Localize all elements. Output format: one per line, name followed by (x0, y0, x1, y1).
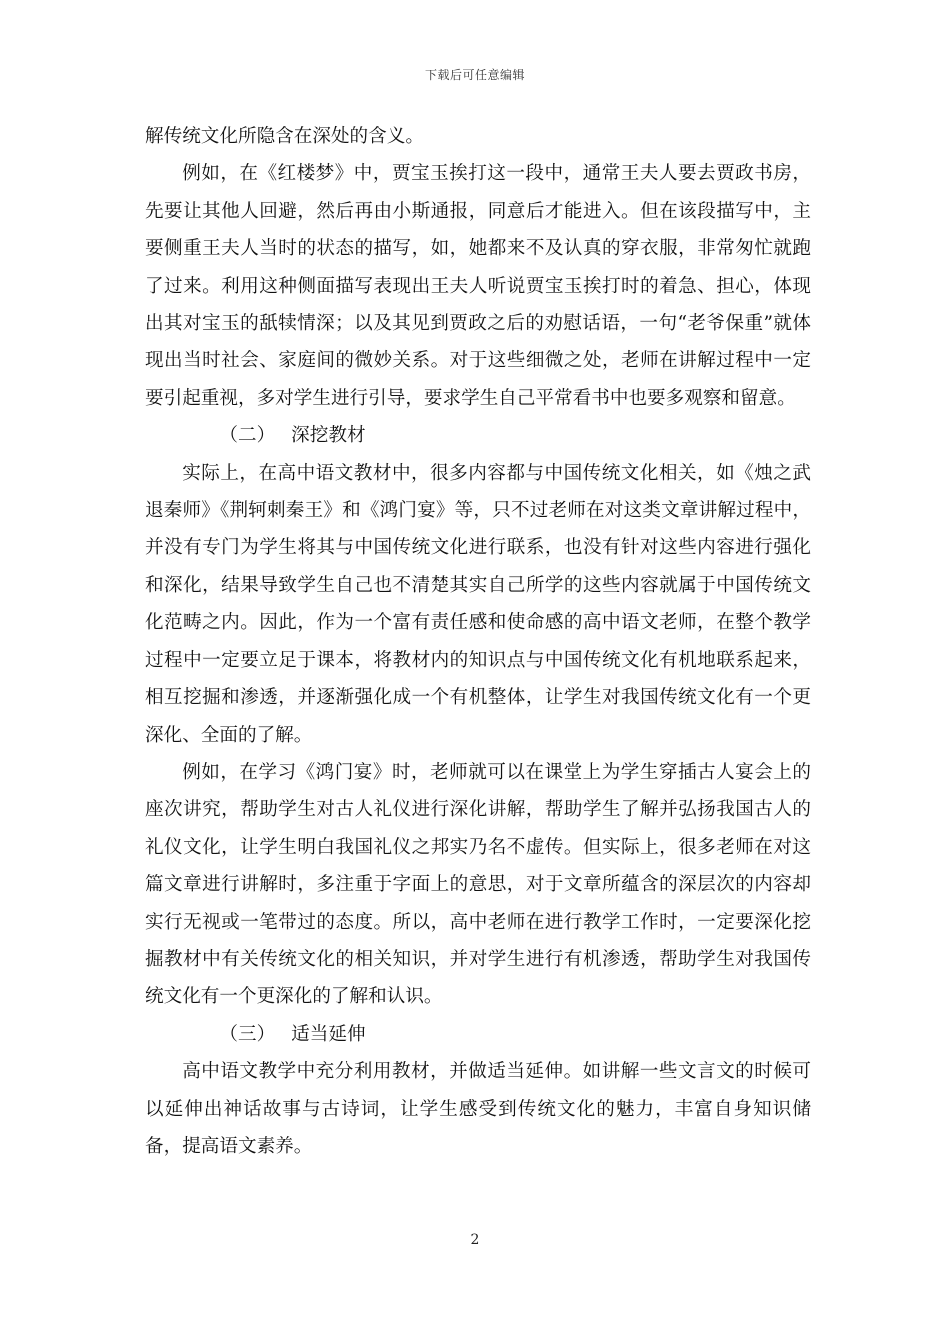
paragraph-hongloumeng-example: 例如，在《红楼梦》中，贾宝玉挨打这一段中，通常王夫人要去贾政书房，先要让其他人回避，然后再由小斯通报，同意后才能进入。但在该段描写中，主要侧重王夫人当时的状态的描写，如，她都来不及认真的穿衣服，非常匆忙就跑了过来。利用这种侧面描写表现出王夫人听说贾宝玉挨打时的着急、担心，体现出其对宝玉的舐犊情深；以及其见到贾政之后的劝慰话语，一句“老爷保重”就体现出当时社会、家庭间的微妙关系。对于这些细微之处，老师在讲解过程中一定要引起重视，多对学生进行引导，要求学生自己平常看书中也要多观察和留意。 (145, 163, 811, 409)
section-heading-3-number: （三） (219, 1023, 276, 1045)
section-heading-2 (145, 417, 811, 454)
paragraph-continuation: 解传统文化所隐含在深处的含义。 (145, 126, 424, 147)
paragraph-hongmenyan-example: 例如，在学习《鸿门宴》时，老师就可以在课堂上为学生穿插古人宴会上的座次讲究，帮助学生对古人礼仪进行深化讲解，帮助学生了解并弘扬我国古人的礼仪文化，让学生明白我国礼仪之邦实乃名不虚传。但实际上，很多老师在对这篇文章进行讲解时，多注重于字面上的意思，对于文章所蕴含的深层次的内容却实行无视或一笔带过的态度。所以，高中老师在进行教学工作时，一定要深化挖掘教材中有关传统文化的相关知识，并对学生进行有机渗透，帮助学生对我国传统文化有一个更深化的了解和认识。 (145, 761, 811, 1008)
document-body (145, 118, 811, 1165)
section-heading-3 (145, 1016, 811, 1053)
paragraph-textbook-content: 实际上，在高中语文教材中，很多内容都与中国传统文化相关，如《烛之武退秦师》《荆轲刺秦王》和《鸿门宴》等，只不过老师在对这类文章讲解过程中，并没有专门为学生将其与中国传统文化进行联系，也没有针对这些内容进行强化和深化，结果导致学生自己也不清楚其实自己所学的这些内容就属于中国传统文化范畴之内。因此，作为一个富有责任感和使命感的高中语文老师，在整个教学过程中一定要立足于课本，将教材内的知识点与中国传统文化有机地联系起来，相互挖掘和渗透，并逐渐强化成一个有机整体，让学生对我国传统文化有一个更深化、全面的了解。 (145, 462, 811, 746)
section-heading-2-number: （二） (219, 425, 276, 447)
section-heading-3-text: 适当延伸 (291, 1023, 366, 1045)
page-number: 2 (470, 1232, 480, 1248)
page-header: 下载后可任意编辑 (424, 68, 525, 82)
paragraph-extension: 高中语文教学中充分利用教材，并做适当延伸。如讲解一些文言文的时候可以延伸出神话故事与古诗词，让学生感受到传统文化的魅力，丰富自身知识储备，提高语文素养。 (145, 1061, 811, 1157)
section-heading-2-text: 深挖教材 (291, 425, 366, 447)
